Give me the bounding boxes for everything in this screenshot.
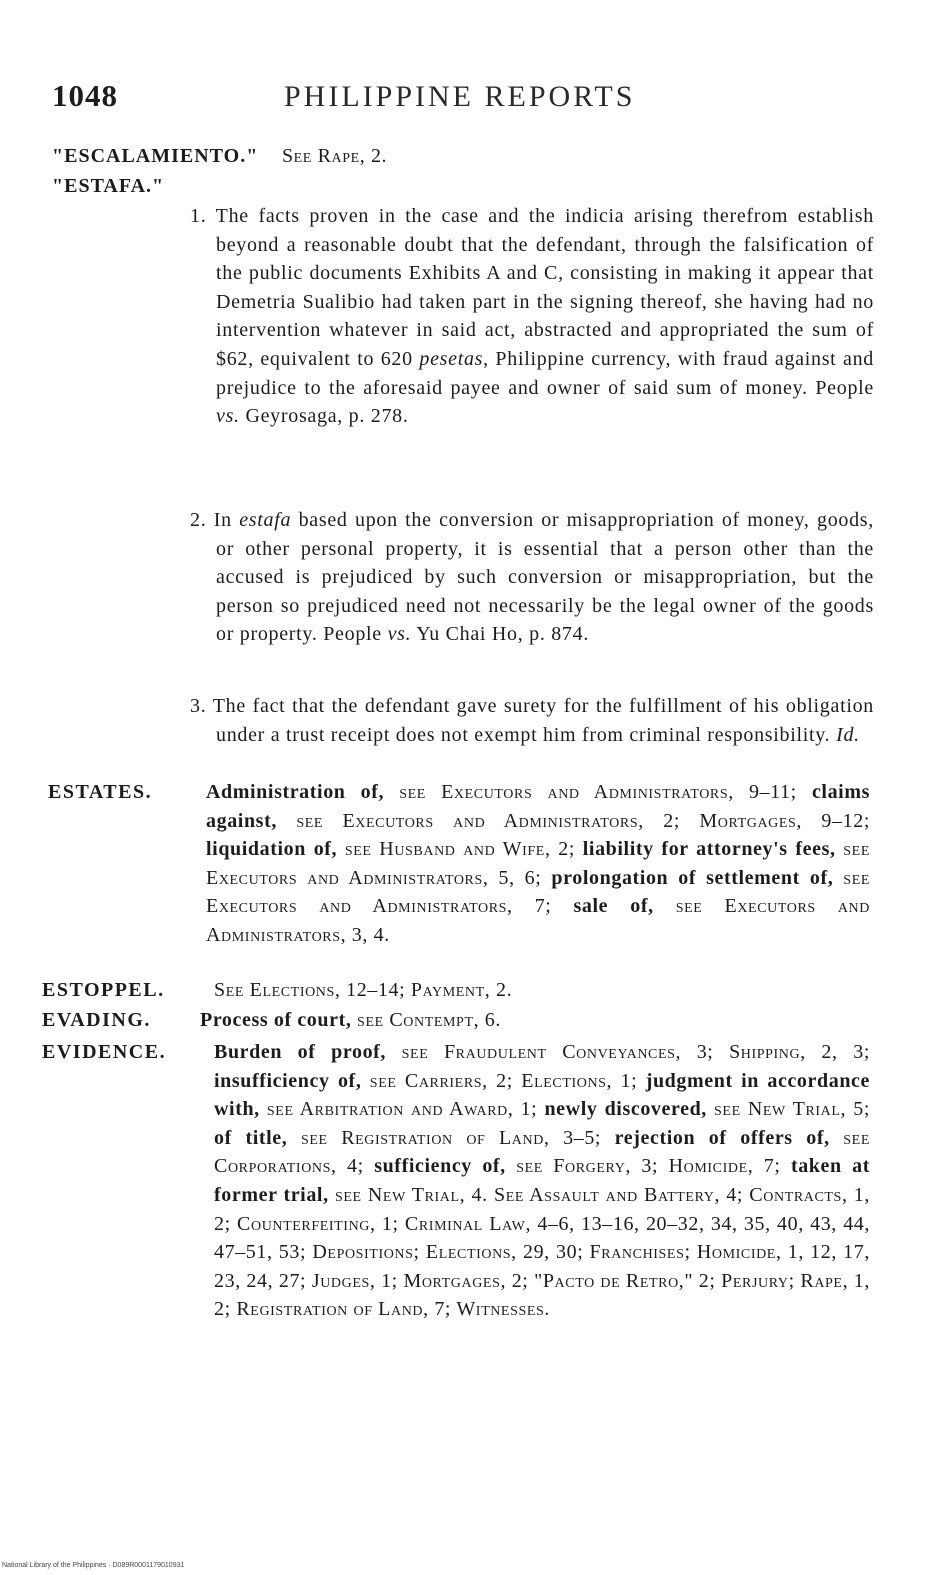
subentry-heading: claims against, <box>206 781 870 832</box>
subentry-refs: see New Trial, 4. See Assault and Battery, 4; Contracts, 1, 2; Counterfeiting, 1; Criminal Law, 4–6, 13–16, 20–32, 34, 35, 40, 43, 44, 47–51, 53; Depositions; Elections, 29, 30; Franchises; Homicide, 1, 12, 17, 23, 24, 27; Judges, 1; Mortgages, 2; "Pacto de Retro," 2; Perjury; Rape, 1, 2; Registration of Land, 7; Witnesses. <box>214 1183 870 1321</box>
subentry-refs: See Elections, 12–14; Payment, 2. <box>214 979 513 1001</box>
subentry-heading: prolongation of settlement of, <box>551 866 834 889</box>
subentry-refs: see Executors and Administrators, 2; Mortgages, 9–12; <box>276 809 870 832</box>
subentry-heading: sufficiency of, <box>374 1155 506 1178</box>
subentry-refs: see New Trial, 5; <box>706 1098 870 1121</box>
subentry-refs: see Carriers, 2; Elections, 1; <box>361 1069 646 1092</box>
entry-escalamiento <box>52 142 387 171</box>
entry-term: ESTATES. <box>48 781 153 803</box>
subentry-refs: see Forgery, 3; Homicide, 7; <box>505 1155 791 1178</box>
running-title: PHILIPPINE REPORTS <box>284 80 636 113</box>
subentry-heading: liquidation of, <box>206 838 338 861</box>
entry-term: EVADING. <box>42 1009 151 1031</box>
entry-term: ESTOPPEL. <box>42 979 165 1001</box>
subentry-heading: sale of, <box>573 895 654 918</box>
subentry-heading: insufficiency of, <box>214 1069 362 1092</box>
subentry-heading: of title, <box>214 1126 288 1149</box>
item-number: 3. <box>190 695 207 717</box>
subentry-heading: liability for attorney's fees, <box>582 838 836 861</box>
item-italic-b: vs. <box>216 405 240 428</box>
subentry-refs: see Arbitration and Award, 1; <box>259 1098 545 1121</box>
estafa-item-1 <box>166 202 874 431</box>
subentry-heading: taken at former trial, <box>214 1155 870 1206</box>
subentry-heading: judgment in accordance with, <box>214 1069 870 1121</box>
entry-reference: See Rape, 2. <box>281 145 388 167</box>
subentry-heading: Burden of proof, <box>214 1041 387 1063</box>
estafa-item-3 <box>166 692 874 749</box>
item-text <box>166 506 874 649</box>
subentry-refs: see Executors and Administrators, 9–11; <box>384 781 812 803</box>
subentry-refs: see Contempt, 6. <box>351 1009 501 1031</box>
item-text <box>166 692 874 749</box>
subentry-refs: see Registration of Land, 3–5; <box>287 1126 615 1149</box>
entry-estafa <box>52 172 164 201</box>
subentry-refs: see Husband and Wife, 2; <box>337 838 583 861</box>
subentry-refs: see Executors and Administrators, 5, 6; <box>206 838 870 889</box>
item-italic-a: estafa <box>239 509 292 531</box>
subentry-refs: see Executors and Administrators, 3, 4. <box>206 895 870 946</box>
entry-body <box>200 1006 864 1035</box>
subentry-refs: see Executors and Administrators, 7; <box>206 866 870 918</box>
item-text-b: based upon the conversion or misappropriation of money, goods, or other personal property, it is essential that a person other than the accused is prejudiced by such conversion or misappropriation, but the person so prejudiced need not necessarily be the legal owner of the goods or property. People <box>216 509 874 646</box>
item-text-a: The fact that the defendant gave surety for the fulfillment of his obligation under a trust receipt does not exempt him from criminal responsibility. <box>212 695 874 746</box>
page-header <box>52 78 912 128</box>
entry-body <box>206 778 870 950</box>
entry-body <box>214 976 864 1005</box>
item-number: 2. <box>190 509 207 531</box>
item-number: 1. <box>190 205 207 227</box>
subentry-heading: rejection of offers of, <box>614 1126 830 1149</box>
item-text-a: In <box>213 509 240 531</box>
item-text-c: Yu Chai Ho, p. 874. <box>411 623 590 646</box>
page-number: 1048 <box>52 78 118 113</box>
item-text <box>166 202 874 431</box>
scan-footer: National Library of the Philippines · D089R0001179010931 <box>2 1562 185 1569</box>
item-text-b: , Philippine currency, with fraud against and prejudice to the aforesaid payee and owner of said sum of money. People <box>216 347 874 399</box>
entry-term: "ESCALAMIENTO." <box>52 145 259 167</box>
item-text-c: Geyrosaga, p. 278. <box>239 405 409 428</box>
estafa-item-2 <box>166 506 874 649</box>
item-italic-a: pesetas <box>419 347 484 370</box>
subentry-heading: Process of court, <box>200 1009 352 1031</box>
entry-term: "ESTAFA." <box>52 175 165 197</box>
item-italic-a: Id. <box>836 723 860 746</box>
item-italic-b: vs. <box>387 623 412 646</box>
entry-body <box>214 1038 870 1324</box>
subentry-heading: newly discovered, <box>544 1098 707 1121</box>
subentry-refs: see Corporations, 4; <box>214 1126 870 1178</box>
subentry-heading: Administration of, <box>206 781 385 803</box>
item-text-a: The facts proven in the case and the indicia arising therefrom establish beyond a reasonable doubt that the defendant, through the falsification of the public documents Exhibits A and C, consisting in making it appear that Demetria Sualibio had taken part in the signing thereof, she having had no intervention whatever in said act, abstracted and appropriated the sum of $62, equivalent to 620 <box>215 205 874 370</box>
entry-term: EVIDENCE. <box>42 1041 167 1063</box>
subentry-refs: see Fraudulent Conveyances, 3; Shipping, 2, 3; <box>386 1041 870 1063</box>
